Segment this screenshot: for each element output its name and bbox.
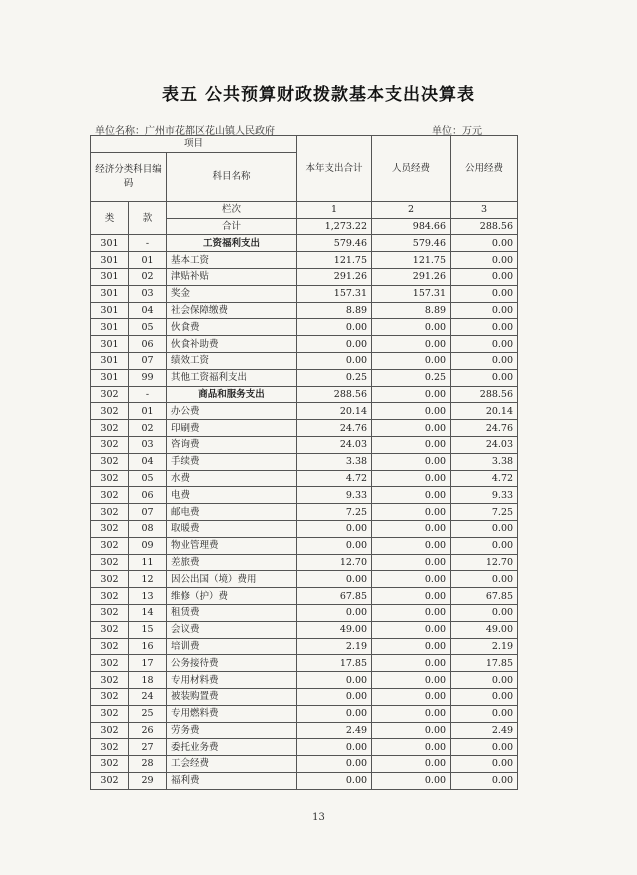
row-public: 0.00 (451, 688, 518, 705)
row-kuan: 07 (129, 504, 167, 521)
row-kuan: 02 (129, 268, 167, 285)
row-subject-name: 维修（护）费 (167, 588, 297, 605)
row-total: 0.00 (297, 672, 372, 689)
row-lei: 302 (91, 604, 129, 621)
row-personnel: 0.00 (372, 436, 451, 453)
row-subject-name: 伙食费 (167, 319, 297, 336)
row-kuan: 09 (129, 537, 167, 554)
total-personnel: 984.66 (372, 218, 451, 235)
unit-currency: 单位：万元 (432, 126, 482, 137)
row-subject-name: 专用燃料费 (167, 705, 297, 722)
row-lei: 302 (91, 739, 129, 756)
row-subject-name: 绩效工资 (167, 352, 297, 369)
row-public: 0.00 (451, 756, 518, 773)
row-personnel: 0.00 (372, 352, 451, 369)
row-personnel: 0.00 (372, 386, 451, 403)
row-personnel: 0.00 (372, 319, 451, 336)
row-personnel: 0.00 (372, 705, 451, 722)
row-kuan: 18 (129, 672, 167, 689)
table-row (91, 571, 518, 588)
row-total: 24.76 (297, 420, 372, 437)
row-total: 7.25 (297, 504, 372, 521)
table-row (91, 722, 518, 739)
row-lei: 302 (91, 386, 129, 403)
row-kuan: 05 (129, 319, 167, 336)
row-public: 7.25 (451, 504, 518, 521)
row-lei: 302 (91, 705, 129, 722)
expenditure-table (90, 135, 518, 790)
row-personnel: 0.00 (372, 504, 451, 521)
row-lei: 301 (91, 369, 129, 386)
row-kuan: 16 (129, 638, 167, 655)
row-personnel: 0.00 (372, 336, 451, 353)
row-total: 24.03 (297, 436, 372, 453)
row-total: 0.00 (297, 705, 372, 722)
row-public: 0.00 (451, 537, 518, 554)
row-total: 0.00 (297, 520, 372, 537)
table-row (91, 588, 518, 605)
row-total: 579.46 (297, 235, 372, 252)
row-kuan: - (129, 386, 167, 403)
row-lei: 302 (91, 520, 129, 537)
row-subject-name: 培训费 (167, 638, 297, 655)
row-kuan: 01 (129, 403, 167, 420)
row-lei: 302 (91, 487, 129, 504)
row-kuan: 06 (129, 336, 167, 353)
row-kuan: - (129, 235, 167, 252)
row-personnel: 0.00 (372, 588, 451, 605)
row-kuan: 03 (129, 436, 167, 453)
row-kuan: 13 (129, 588, 167, 605)
row-subject-name: 津贴补贴 (167, 268, 297, 285)
row-personnel: 157.31 (372, 285, 451, 302)
row-lei: 302 (91, 470, 129, 487)
row-public: 17.85 (451, 655, 518, 672)
row-subject-name: 因公出国（境）费用 (167, 571, 297, 588)
row-subject-name: 取暖费 (167, 520, 297, 537)
header-index-2: 2 (372, 201, 451, 218)
row-public: 288.56 (451, 386, 518, 403)
row-subject-name: 办公费 (167, 403, 297, 420)
row-kuan: 04 (129, 453, 167, 470)
page-title: 表五 公共预算财政拨款基本支出决算表 (162, 85, 475, 105)
table-row (91, 470, 518, 487)
table-row (91, 621, 518, 638)
row-subject-name: 差旅费 (167, 554, 297, 571)
row-lei: 302 (91, 621, 129, 638)
row-public: 2.49 (451, 722, 518, 739)
table-row (91, 420, 518, 437)
table-row (91, 336, 518, 353)
row-lei: 302 (91, 537, 129, 554)
row-total: 291.26 (297, 268, 372, 285)
row-lei: 302 (91, 756, 129, 773)
row-lei: 302 (91, 722, 129, 739)
table-row (91, 604, 518, 621)
table-row (91, 352, 518, 369)
row-public: 9.33 (451, 487, 518, 504)
table-row (91, 638, 518, 655)
row-subject-name: 印刷费 (167, 420, 297, 437)
row-total: 8.89 (297, 302, 372, 319)
row-personnel: 0.00 (372, 487, 451, 504)
row-public: 0.00 (451, 352, 518, 369)
table-row (91, 487, 518, 504)
row-lei: 302 (91, 672, 129, 689)
row-subject-name: 租赁费 (167, 604, 297, 621)
row-kuan: 01 (129, 252, 167, 269)
row-personnel: 0.00 (372, 470, 451, 487)
row-lei: 302 (91, 571, 129, 588)
row-lei: 302 (91, 504, 129, 521)
row-total: 0.00 (297, 336, 372, 353)
table-row (91, 302, 518, 319)
row-total: 2.19 (297, 638, 372, 655)
header-public: 公用经费 (451, 136, 518, 202)
row-public: 0.00 (451, 268, 518, 285)
row-subject-name: 福利费 (167, 772, 297, 789)
row-total: 157.31 (297, 285, 372, 302)
row-subject-name: 手续费 (167, 453, 297, 470)
row-lei: 301 (91, 319, 129, 336)
row-lei: 302 (91, 403, 129, 420)
row-lei: 301 (91, 352, 129, 369)
header-row-1 (91, 136, 518, 153)
row-kuan: 26 (129, 722, 167, 739)
row-lei: 302 (91, 688, 129, 705)
row-personnel: 0.00 (372, 420, 451, 437)
row-subject-name: 劳务费 (167, 722, 297, 739)
table-row (91, 235, 518, 252)
header-row-3 (91, 201, 518, 218)
row-personnel: 0.00 (372, 722, 451, 739)
row-kuan: 04 (129, 302, 167, 319)
row-kuan: 12 (129, 571, 167, 588)
row-personnel: 579.46 (372, 235, 451, 252)
row-lei: 302 (91, 638, 129, 655)
row-lei: 302 (91, 772, 129, 789)
row-kuan: 17 (129, 655, 167, 672)
row-personnel: 0.00 (372, 638, 451, 655)
table-row (91, 504, 518, 521)
row-lei: 301 (91, 252, 129, 269)
row-public: 2.19 (451, 638, 518, 655)
table-row (91, 672, 518, 689)
row-personnel: 0.00 (372, 554, 451, 571)
table-row (91, 369, 518, 386)
row-public: 0.00 (451, 520, 518, 537)
row-kuan: 08 (129, 520, 167, 537)
row-public: 24.03 (451, 436, 518, 453)
row-lei: 301 (91, 285, 129, 302)
row-total: 12.70 (297, 554, 372, 571)
table-row (91, 688, 518, 705)
row-total: 0.00 (297, 604, 372, 621)
row-subject-name: 委托业务费 (167, 739, 297, 756)
row-kuan: 99 (129, 369, 167, 386)
row-total: 2.49 (297, 722, 372, 739)
row-public: 0.00 (451, 319, 518, 336)
table-row (91, 756, 518, 773)
table-row (91, 655, 518, 672)
row-kuan: 25 (129, 705, 167, 722)
table-row (91, 453, 518, 470)
row-kuan: 29 (129, 772, 167, 789)
header-personnel: 人员经费 (372, 136, 451, 202)
unit-name: 单位名称：广州市花都区花山镇人民政府 (95, 126, 275, 137)
row-subject-name: 电费 (167, 487, 297, 504)
row-subject-name: 邮电费 (167, 504, 297, 521)
row-subject-name: 社会保障缴费 (167, 302, 297, 319)
row-lei: 301 (91, 235, 129, 252)
row-lei: 301 (91, 336, 129, 353)
row-public: 0.00 (451, 285, 518, 302)
row-kuan: 27 (129, 739, 167, 756)
row-kuan: 24 (129, 688, 167, 705)
header-lei: 类 (91, 201, 129, 235)
row-total: 0.00 (297, 739, 372, 756)
row-subject-name: 商品和服务支出 (167, 386, 297, 403)
row-public: 3.38 (451, 453, 518, 470)
header-lanci: 栏次 (167, 201, 297, 218)
row-total: 17.85 (297, 655, 372, 672)
row-personnel: 0.00 (372, 772, 451, 789)
table-row (91, 537, 518, 554)
row-lei: 302 (91, 655, 129, 672)
header-index-3: 3 (451, 201, 518, 218)
row-total: 20.14 (297, 403, 372, 420)
table-row (91, 285, 518, 302)
row-total: 67.85 (297, 588, 372, 605)
row-public: 12.70 (451, 554, 518, 571)
row-public: 0.00 (451, 235, 518, 252)
row-subject-name: 奖金 (167, 285, 297, 302)
page-number: 13 (312, 812, 325, 823)
row-total: 0.00 (297, 772, 372, 789)
total-amount: 1,273.22 (297, 218, 372, 235)
row-lei: 301 (91, 302, 129, 319)
row-personnel: 0.00 (372, 537, 451, 554)
row-personnel: 0.25 (372, 369, 451, 386)
row-subject-name: 会议费 (167, 621, 297, 638)
row-personnel: 0.00 (372, 621, 451, 638)
row-total: 0.25 (297, 369, 372, 386)
row-personnel: 0.00 (372, 604, 451, 621)
row-personnel: 0.00 (372, 688, 451, 705)
row-public: 0.00 (451, 672, 518, 689)
row-public: 49.00 (451, 621, 518, 638)
row-total: 49.00 (297, 621, 372, 638)
total-public: 288.56 (451, 218, 518, 235)
row-personnel: 0.00 (372, 739, 451, 756)
row-total: 288.56 (297, 386, 372, 403)
header-index-1: 1 (297, 201, 372, 218)
row-subject-name: 工会经费 (167, 756, 297, 773)
row-total: 0.00 (297, 688, 372, 705)
table-row (91, 403, 518, 420)
row-subject-name: 物业管理费 (167, 537, 297, 554)
row-total: 4.72 (297, 470, 372, 487)
row-total: 0.00 (297, 537, 372, 554)
row-lei: 302 (91, 436, 129, 453)
row-personnel: 0.00 (372, 571, 451, 588)
row-personnel: 0.00 (372, 655, 451, 672)
row-public: 0.00 (451, 336, 518, 353)
row-personnel: 121.75 (372, 252, 451, 269)
table-row (91, 705, 518, 722)
table-row (91, 520, 518, 537)
row-subject-name: 水费 (167, 470, 297, 487)
row-public: 0.00 (451, 252, 518, 269)
row-lei: 302 (91, 554, 129, 571)
row-subject-name: 其他工资福利支出 (167, 369, 297, 386)
table-row (91, 772, 518, 789)
row-lei: 302 (91, 420, 129, 437)
row-personnel: 0.00 (372, 756, 451, 773)
row-personnel: 8.89 (372, 302, 451, 319)
row-public: 0.00 (451, 604, 518, 621)
row-public: 20.14 (451, 403, 518, 420)
total-label: 合计 (167, 218, 297, 235)
row-public: 0.00 (451, 571, 518, 588)
row-lei: 302 (91, 453, 129, 470)
row-kuan: 11 (129, 554, 167, 571)
header-subject-name: 科目名称 (167, 152, 297, 201)
row-total: 0.00 (297, 319, 372, 336)
table-row (91, 386, 518, 403)
row-subject-name: 专用材料费 (167, 672, 297, 689)
table-row (91, 554, 518, 571)
row-total: 0.00 (297, 571, 372, 588)
table-row (91, 268, 518, 285)
row-kuan: 28 (129, 756, 167, 773)
row-personnel: 291.26 (372, 268, 451, 285)
row-subject-name: 伙食补助费 (167, 336, 297, 353)
header-kuan: 款 (129, 201, 167, 235)
table-row (91, 436, 518, 453)
row-kuan: 06 (129, 487, 167, 504)
row-public: 0.00 (451, 739, 518, 756)
table-row (91, 319, 518, 336)
row-kuan: 03 (129, 285, 167, 302)
row-subject-name: 基本工资 (167, 252, 297, 269)
row-subject-name: 被装购置费 (167, 688, 297, 705)
row-kuan: 15 (129, 621, 167, 638)
header-econ-code: 经济分类科目编码 (91, 152, 167, 201)
header-total: 本年支出合计 (297, 136, 372, 202)
row-personnel: 0.00 (372, 672, 451, 689)
row-subject-name: 工资福利支出 (167, 235, 297, 252)
row-public: 24.76 (451, 420, 518, 437)
row-personnel: 0.00 (372, 403, 451, 420)
row-lei: 301 (91, 268, 129, 285)
table-row (91, 739, 518, 756)
row-personnel: 0.00 (372, 520, 451, 537)
row-kuan: 14 (129, 604, 167, 621)
table-row (91, 252, 518, 269)
row-public: 0.00 (451, 772, 518, 789)
row-public: 0.00 (451, 302, 518, 319)
header-project: 项目 (91, 136, 297, 153)
row-total: 0.00 (297, 756, 372, 773)
row-subject-name: 咨询费 (167, 436, 297, 453)
row-public: 0.00 (451, 369, 518, 386)
row-total: 9.33 (297, 487, 372, 504)
row-kuan: 02 (129, 420, 167, 437)
row-public: 67.85 (451, 588, 518, 605)
row-total: 3.38 (297, 453, 372, 470)
row-total: 121.75 (297, 252, 372, 269)
row-public: 0.00 (451, 705, 518, 722)
row-kuan: 05 (129, 470, 167, 487)
row-public: 4.72 (451, 470, 518, 487)
row-total: 0.00 (297, 352, 372, 369)
row-personnel: 0.00 (372, 453, 451, 470)
row-lei: 302 (91, 588, 129, 605)
row-subject-name: 公务接待费 (167, 655, 297, 672)
row-kuan: 07 (129, 352, 167, 369)
